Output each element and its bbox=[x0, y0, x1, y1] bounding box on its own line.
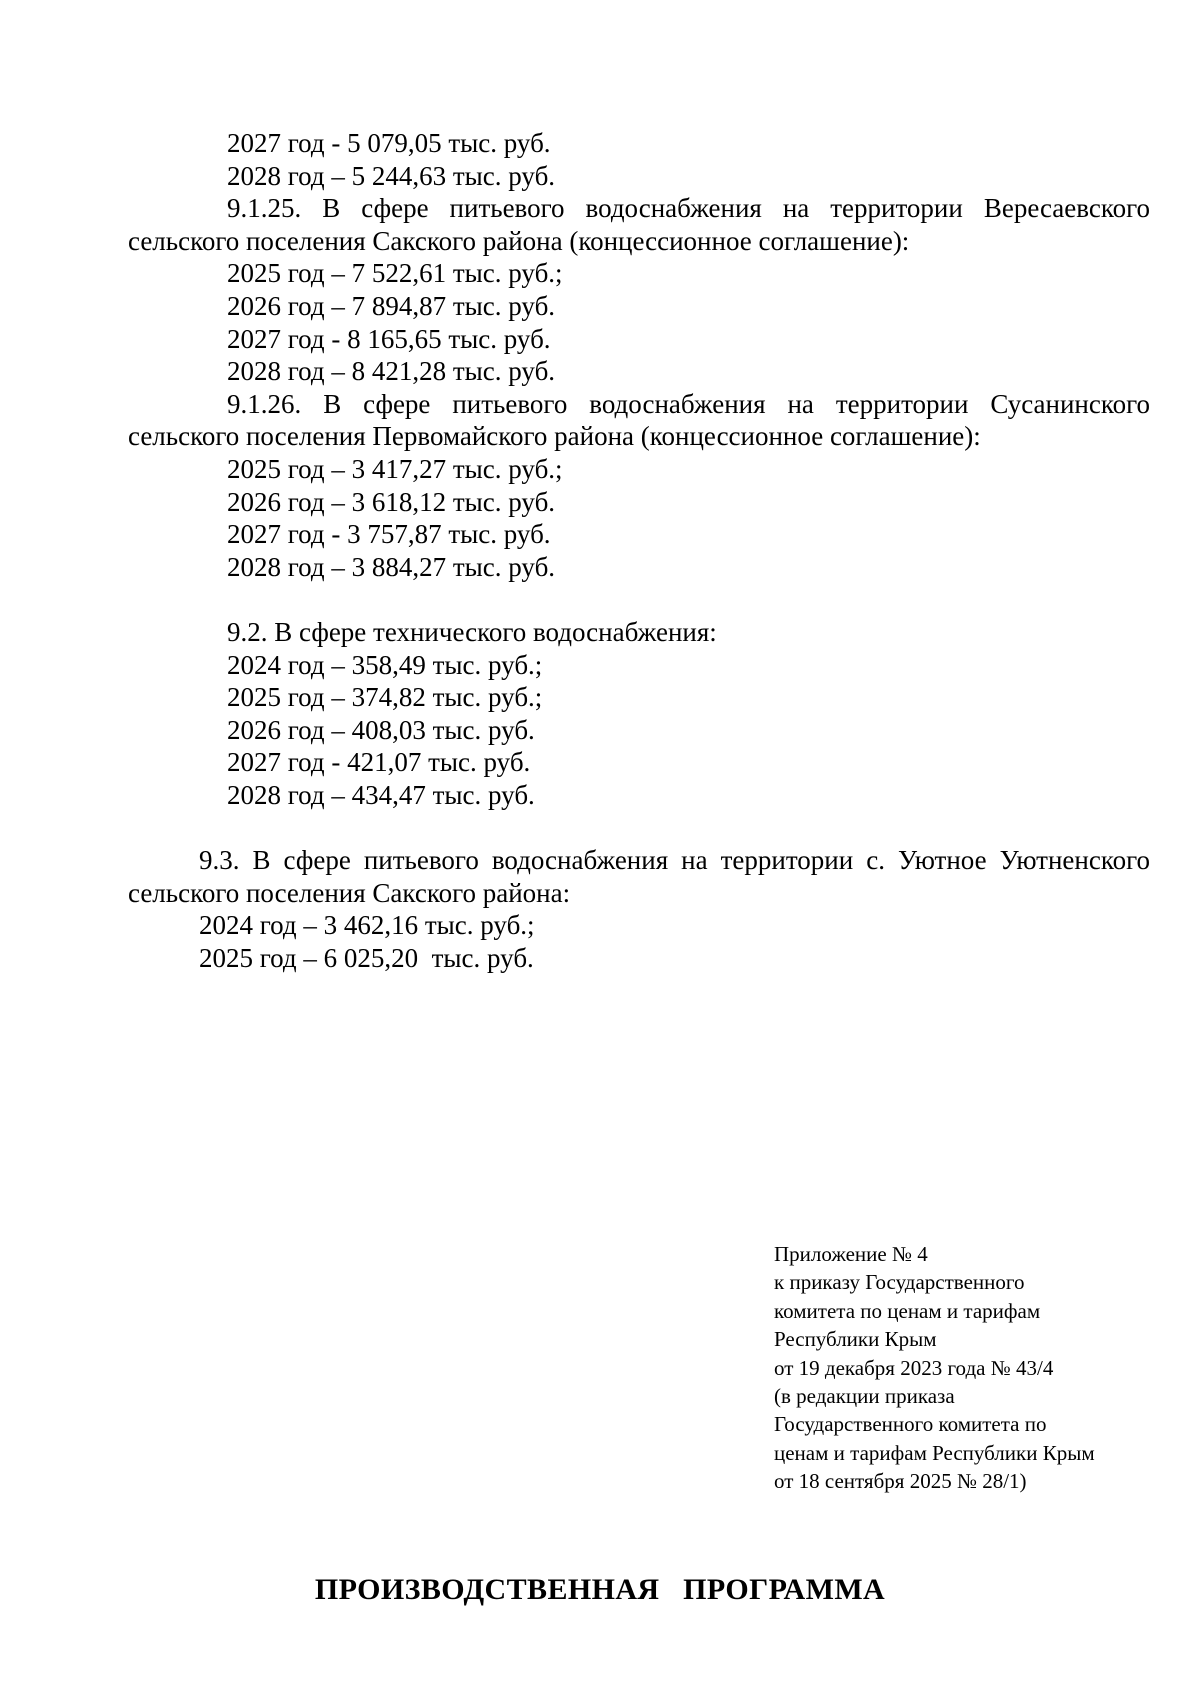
amount-line-2028: 2028 год – 5 244,63 тыс. руб. bbox=[227, 160, 556, 191]
paragraph-9-1-26: 9.1.26. В сфере питьевого водоснабжения на территории Сусанинского сельского поселения Первомайского района (концессионное соглашение): bbox=[128, 388, 1150, 452]
blank-line bbox=[128, 583, 1150, 616]
amount-line-2027: 2027 год - 421,07 тыс. руб. bbox=[227, 747, 531, 778]
amount-line-2028: 2028 год – 434,47 тыс. руб. bbox=[227, 779, 535, 810]
appendix-revision-date: от 18 сентября 2025 № 28/1) bbox=[774, 1469, 1027, 1494]
appendix-line: к приказу Государственного bbox=[774, 1270, 1025, 1295]
appendix-number: Приложение № 4 bbox=[774, 1242, 928, 1266]
appendix-order-date: от 19 декабря 2023 года № 43/4 bbox=[774, 1355, 1054, 1380]
amount-line-2027: 2027 год - 5 079,05 тыс. руб. bbox=[227, 128, 551, 158]
amount-line-2026: 2026 год – 7 894,87 тыс. руб. bbox=[227, 290, 556, 321]
amount-line-2028: 2028 год – 8 421,28 тыс. руб. bbox=[227, 356, 556, 387]
appendix-line: Республики Крым bbox=[774, 1327, 937, 1352]
amount-line-2024: 2024 год – 3 462,16 тыс. руб.; bbox=[199, 910, 535, 941]
amount-line-2025: 2025 год – 3 417,27 тыс. руб.; bbox=[227, 453, 563, 484]
appendix-line: Государственного комитета по bbox=[774, 1412, 1047, 1437]
amount-line-2027: 2027 год - 3 757,87 тыс. руб. bbox=[227, 519, 551, 550]
amount-line-2025: 2025 год – 7 522,61 тыс. руб.; bbox=[227, 258, 563, 289]
page-heading: ПРОИЗВОДСТВЕННАЯ ПРОГРАММА bbox=[314, 1573, 886, 1606]
amount-line-2026: 2026 год – 3 618,12 тыс. руб. bbox=[227, 486, 556, 517]
amount-line-2025: 2025 год – 374,82 тыс. руб.; bbox=[227, 682, 543, 713]
paragraph-9-3: 9.3. В сфере питьевого водоснабжения на территории с. Уютное Уютненского сельского поселения Сакского района: bbox=[128, 845, 1150, 908]
amount-line-2028: 2028 год – 3 884,27 тыс. руб. bbox=[227, 551, 556, 582]
amount-line-2026: 2026 год – 408,03 тыс. руб. bbox=[227, 714, 535, 745]
appendix-line: ценам и тарифам Республики Крым bbox=[774, 1440, 1095, 1465]
appendix-reference-block bbox=[774, 1240, 1095, 1496]
amount-line-2027: 2027 год - 8 165,65 тыс. руб. bbox=[227, 323, 551, 354]
blank-line bbox=[128, 811, 1150, 844]
amount-line-2025: 2025 год – 6 025,20 тыс. руб. bbox=[199, 942, 534, 973]
document-body bbox=[128, 127, 1150, 974]
paragraph-9-1-25: 9.1.25. В сфере питьевого водоснабжения на территории Вересаевского сельского поселения Сакского района (концессионное соглашение): bbox=[128, 193, 1150, 256]
paragraph-9-2: 9.2. В сфере технического водоснабжения: bbox=[227, 616, 717, 647]
amount-line-2024: 2024 год – 358,49 тыс. руб.; bbox=[227, 649, 543, 680]
appendix-line: (в редакции приказа bbox=[774, 1384, 955, 1409]
appendix-line: комитета по ценам и тарифам bbox=[774, 1298, 1041, 1323]
